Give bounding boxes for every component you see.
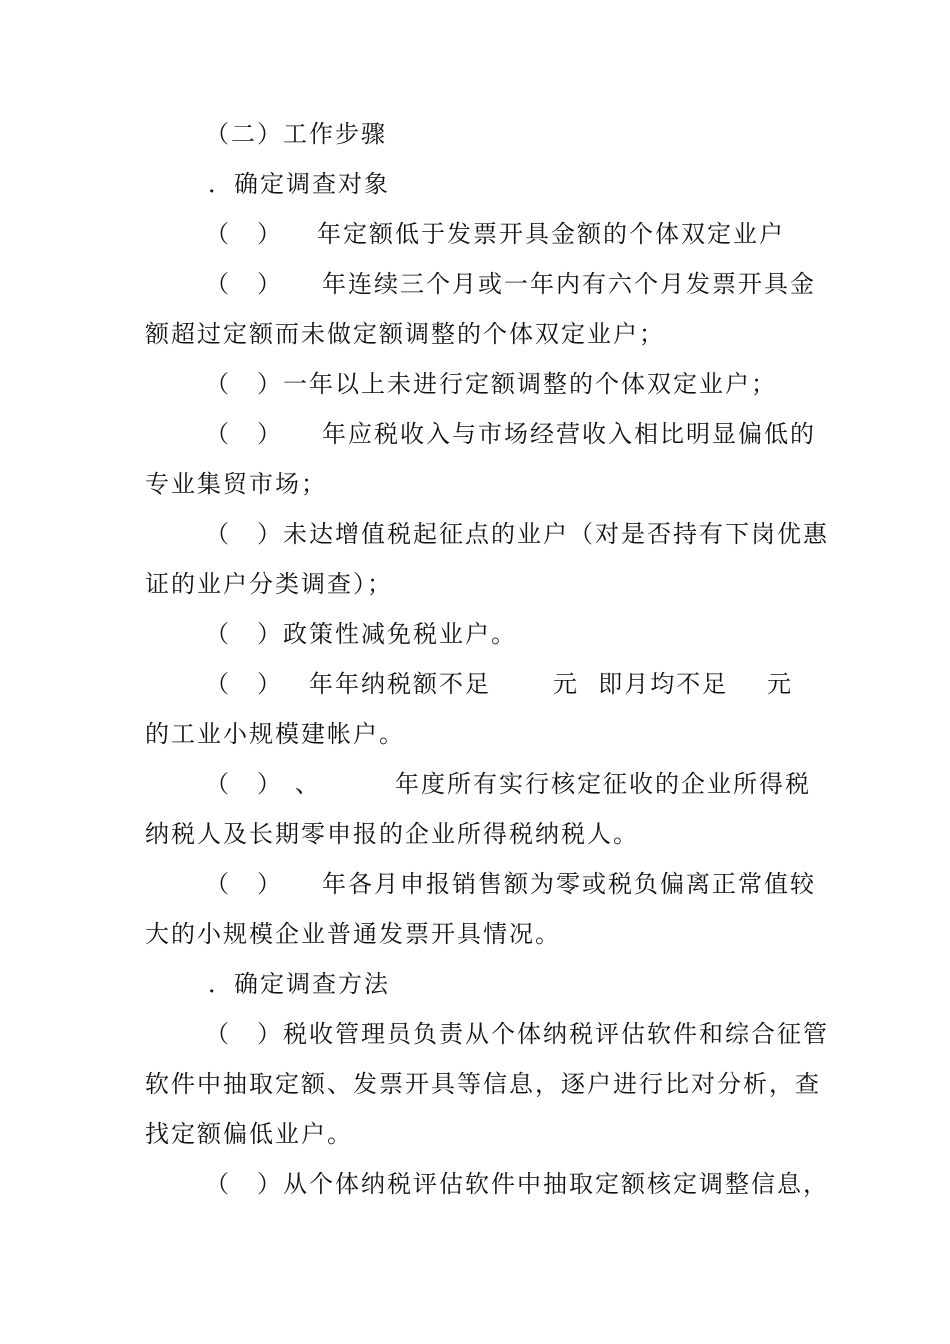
method-paragraph-continued: 软件中抽取定额、发票开具等信息，逐户进行比对分析，查	[145, 1070, 821, 1098]
list-item	[205, 868, 825, 900]
item-text-continued: 专业集贸市场；	[145, 470, 327, 498]
item-text: 年应税收入与市场经营收入相比明显偏低的	[322, 420, 816, 448]
list-item: （ ）政策性减免税业户。	[205, 620, 517, 648]
item-text-continued: 证的业户分类调查）；	[145, 570, 393, 598]
item-text: 年各月申报销售额为零或税负偏离正常值较	[322, 870, 816, 898]
item-text: 年度所有实行核定征收的企业所得税	[395, 770, 811, 798]
list-item	[205, 768, 825, 800]
method-paragraph: （ ）从个体纳税评估软件中抽取定额核定调整信息，	[205, 1170, 829, 1198]
item-text-continued: 大的小规模企业普通发票开具情况。	[145, 920, 561, 948]
item-text-continued: 纳税人及长期零申报的企业所得税纳税人。	[145, 820, 639, 848]
item-text: 年定额低于发票开具金额的个体双定业户	[317, 220, 785, 248]
item-separator: 、	[295, 770, 321, 798]
list-item	[205, 218, 825, 250]
item-text: 元	[767, 670, 793, 698]
list-item: （ ）未达增值税起征点的业户（对是否持有下岗优惠	[205, 520, 829, 548]
list-item	[205, 668, 825, 700]
list-item: （ ）一年以上未进行定额调整的个体双定业户；	[205, 370, 777, 398]
item-text: 年连续三个月或一年内有六个月发票开具金	[322, 270, 816, 298]
step1-heading: ．确定调查对象	[208, 170, 390, 198]
item-marker: （ ）	[205, 270, 283, 298]
item-text-continued: 的工业小规模建帐户。	[145, 720, 405, 748]
item-text: 元 即月均不足	[553, 670, 729, 698]
method-paragraph: （ ）税收管理员负责从个体纳税评估软件和综合征管	[205, 1020, 829, 1048]
item-text-continued: 额超过定额而未做定额调整的个体双定业户；	[145, 320, 665, 348]
item-marker: （ ）	[205, 220, 283, 248]
section-heading: （二）工作步骤	[205, 120, 387, 148]
method-paragraph-continued: 找定额偏低业户。	[145, 1120, 353, 1148]
list-item	[205, 418, 825, 450]
item-marker: （ ）	[205, 670, 283, 698]
item-marker: （ ）	[205, 870, 283, 898]
step2-heading: ．确定调查方法	[208, 970, 390, 998]
item-marker: （ ）	[205, 770, 283, 798]
item-text: 年年纳税额不足	[309, 670, 491, 698]
list-item	[205, 268, 825, 300]
item-marker: （ ）	[205, 420, 283, 448]
